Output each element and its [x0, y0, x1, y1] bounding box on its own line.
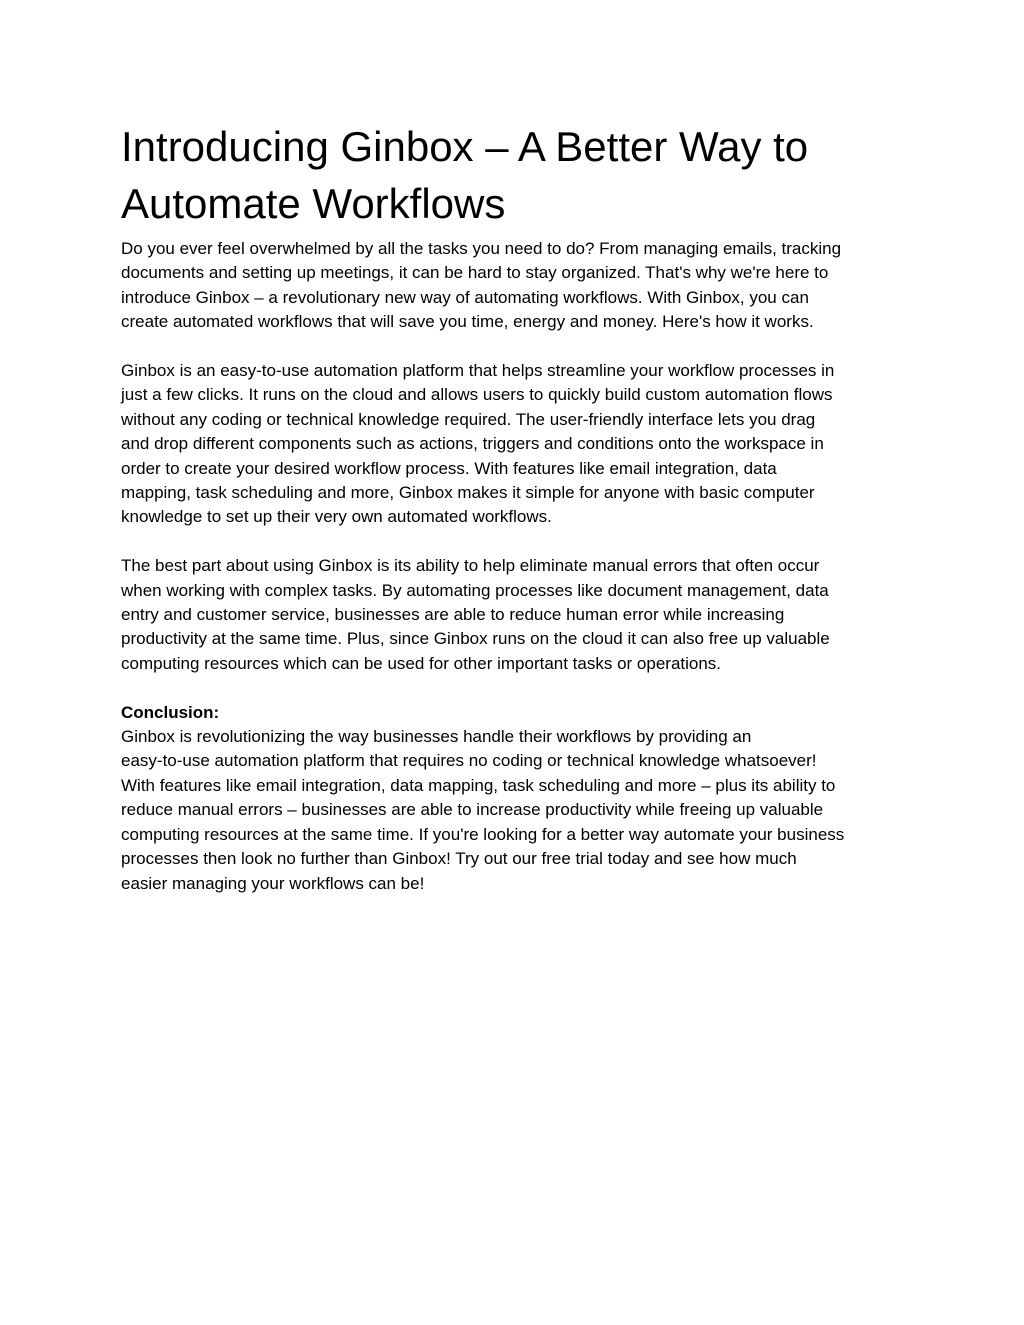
title-line: Automate Workflows [121, 180, 506, 227]
paragraph-line: and drop different components such as actions, triggers and conditions onto the workspace in [121, 434, 824, 454]
paragraph-line: easier managing your workflows can be! [121, 873, 425, 893]
paragraph-line: computing resources at the same time. If you're looking for a better way automate your business [121, 824, 845, 844]
paragraph-line: knowledge to set up their very own automated workflows. [121, 507, 552, 527]
conclusion-paragraph [121, 701, 911, 896]
title-line: Introducing Ginbox – A Better Way to [121, 123, 809, 170]
paragraph-line: productivity at the same time. Plus, since Ginbox runs on the cloud it can also free up valuable [121, 629, 830, 649]
paragraph-line: easy-to-use automation platform that requires no coding or technical knowledge whatsoever! [121, 751, 817, 771]
paragraph-line: mapping, task scheduling and more, Ginbox makes it simple for anyone with basic computer [121, 483, 815, 503]
paragraph-line: Ginbox is an easy-to-use automation platform that helps streamline your workflow processes in [121, 361, 835, 381]
paragraph-spacer [121, 676, 911, 700]
paragraph-line: Do you ever feel overwhelmed by all the tasks you need to do? From managing emails, tracking [121, 239, 842, 258]
paragraph-line: just a few clicks. It runs on the cloud and allows users to quickly build custom automation flows [121, 385, 833, 405]
paragraph-line: introduce Ginbox – a revolutionary new way of automating workflows. With Ginbox, you can [121, 287, 809, 307]
paragraph-line: create automated workflows that will save you time, energy and money. Here's how it works. [121, 312, 814, 332]
benefits-paragraph [121, 554, 911, 676]
paragraph-line: With features like email integration, data mapping, task scheduling and more – plus its ability to [121, 775, 836, 795]
paragraph-line: without any coding or technical knowledge required. The user-friendly interface lets you drag [121, 409, 816, 429]
paragraph-spacer [121, 335, 911, 359]
paragraph-spacer [121, 530, 911, 554]
paragraph-line: The best part about using Ginbox is its ability to help eliminate manual errors that often occur [121, 556, 820, 576]
intro-paragraph [121, 237, 911, 335]
page-title [121, 118, 911, 232]
document-body [121, 118, 911, 896]
paragraph-line: when working with complex tasks. By automating processes like document management, data [121, 580, 829, 600]
paragraph-line: reduce manual errors – businesses are able to increase productivity while freeing up valuable [121, 800, 824, 820]
paragraph-line: processes then look no further than Ginbox! Try out our free trial today and see how much [121, 849, 797, 869]
paragraph-line: entry and customer service, businesses are able to reduce human error while increasing [121, 605, 785, 625]
paragraph-line: order to create your desired workflow process. With features like email integration, data [121, 458, 777, 478]
features-paragraph [121, 359, 911, 530]
paragraph-line: computing resources which can be used for other important tasks or operations. [121, 653, 722, 673]
paragraph-line: documents and setting up meetings, it can be hard to stay organized. That's why we're here to [121, 263, 829, 283]
conclusion-heading: Conclusion: [121, 702, 220, 722]
paragraph-line: Ginbox is revolutionizing the way businesses handle their workflows by providing an [121, 727, 752, 747]
